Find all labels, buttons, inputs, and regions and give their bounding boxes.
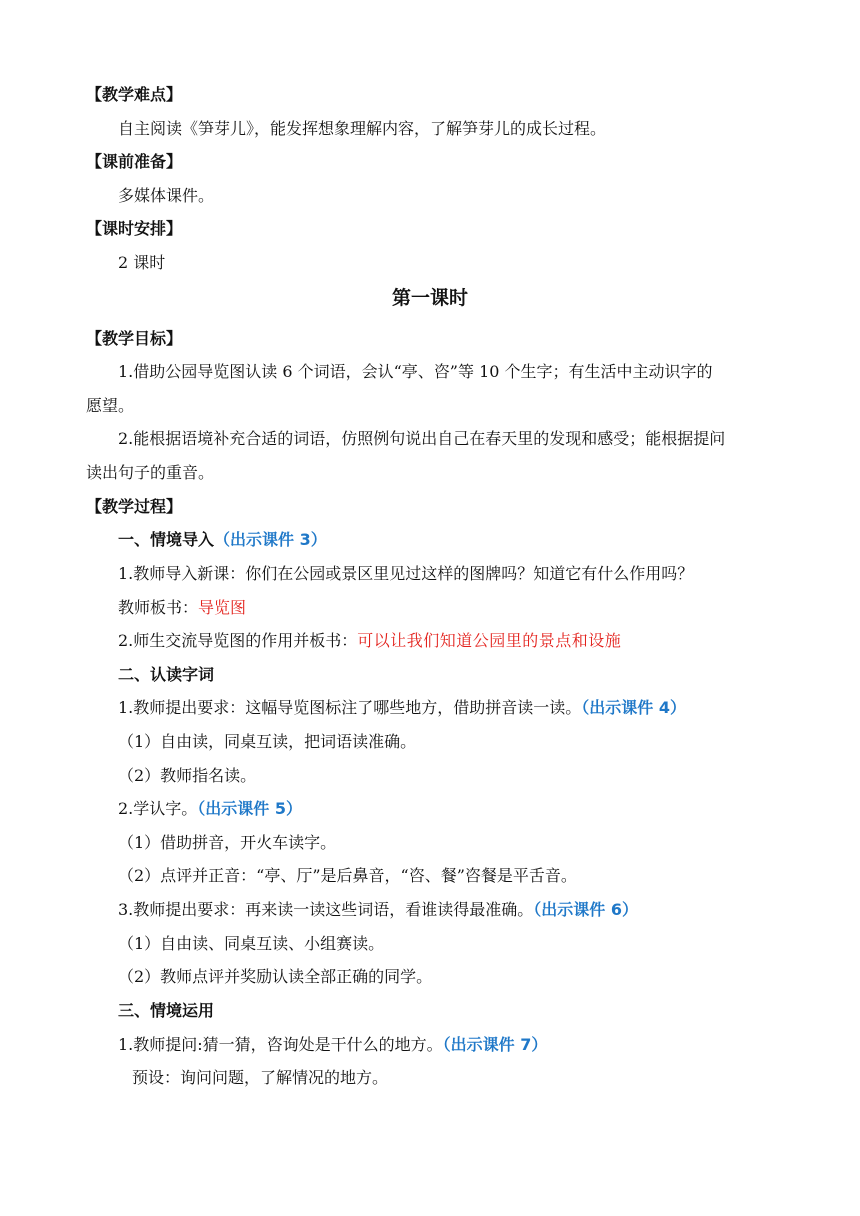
courseware-ref-5: （出示课件 5）: [197, 799, 302, 818]
goal-2-line-1: 2.能根据语境补充合适的词语，仿照例句说出自己在春天里的发现和感受；能根据提问: [118, 429, 726, 448]
goal-1-line-1: 1.借助公园导览图认读 6 个词语，会认“亭、咨”等 10 个生字；有生活中主动识字的: [118, 362, 713, 381]
part-2-item-2a: （1）借助拼音，开火车读字。: [118, 833, 337, 852]
part-2-item-2-text: 2.学认字。: [118, 799, 198, 818]
schedule-text: 2 课时: [118, 253, 166, 272]
part-3-title: 三、情境运用: [118, 1001, 215, 1020]
board-label: 教师板书：: [118, 598, 199, 617]
board-label-2: 2.师生交流导览图的作用并板书：: [118, 631, 358, 650]
board-text-2: 可以让我们知道公园里的景点和设施: [357, 631, 622, 650]
heading-process: 【教学过程】: [86, 497, 183, 516]
heading-preparation: 【课前准备】: [86, 152, 183, 171]
part-2-item-2b: （2）点评并正音：“亭、厅”是后鼻音，“咨、餐”咨餐是平舌音。: [118, 866, 577, 885]
part-2-item-1a: （1）自由读，同桌互读，把词语读准确。: [118, 732, 417, 751]
heading-teaching-difficulty: 【教学难点】: [86, 85, 183, 104]
heading-schedule: 【课时安排】: [86, 219, 183, 238]
part-2-item-2: [118, 799, 302, 819]
part-2-item-3a: （1）自由读、同桌互读、小组赛读。: [118, 934, 385, 953]
part-3-item-1-text: 1.教师提问:猜一猜，咨询处是干什么的地方。: [118, 1035, 443, 1054]
heading-goals: 【教学目标】: [86, 329, 183, 348]
part-2-item-3: [118, 900, 638, 920]
lesson-title: 第一课时: [391, 287, 468, 309]
part-3-preset: 预设：询问问题，了解情况的地方。: [132, 1068, 389, 1087]
part-2-item-3b: （2）教师点评并奖励认读全部正确的同学。: [118, 967, 433, 986]
courseware-ref-3: （出示课件 3）: [214, 530, 327, 549]
part-1-title-line: [118, 530, 327, 550]
part-2-item-1b: （2）教师指名读。: [118, 766, 257, 785]
part-1-item-2: [118, 631, 621, 651]
goal-1-line-2: 愿望。: [86, 396, 135, 415]
part-3-item-1: [118, 1035, 547, 1055]
board-text-1: 导览图: [198, 598, 247, 617]
courseware-ref-7: （出示课件 7）: [442, 1035, 548, 1054]
teaching-difficulty-text: 自主阅读《笋芽儿》，能发挥想象理解内容，了解笋芽儿的成长过程。: [118, 119, 607, 138]
preparation-text: 多媒体课件。: [118, 186, 215, 205]
part-1-item-board-1: [118, 598, 246, 618]
part-2-item-3-text: 3.教师提出要求：再来读一读这些词语，看谁读得最准确。: [118, 900, 534, 919]
courseware-ref-4: （出示课件 4）: [581, 698, 686, 717]
part-2-title: 二、认读字词: [118, 665, 215, 684]
courseware-ref-6: （出示课件 6）: [533, 900, 638, 919]
goal-2-line-2: 读出句子的重音。: [86, 463, 215, 482]
part-1-item-1: 1.教师导入新课：你们在公园或景区里见过这样的图牌吗？知道它有什么作用吗？: [118, 564, 694, 583]
part-2-item-1-text: 1.教师提出要求：这幅导览图标注了哪些地方，借助拼音读一读。: [118, 698, 582, 717]
part-2-item-1: [118, 698, 686, 718]
part-1-title: 一、情境导入: [118, 530, 215, 549]
